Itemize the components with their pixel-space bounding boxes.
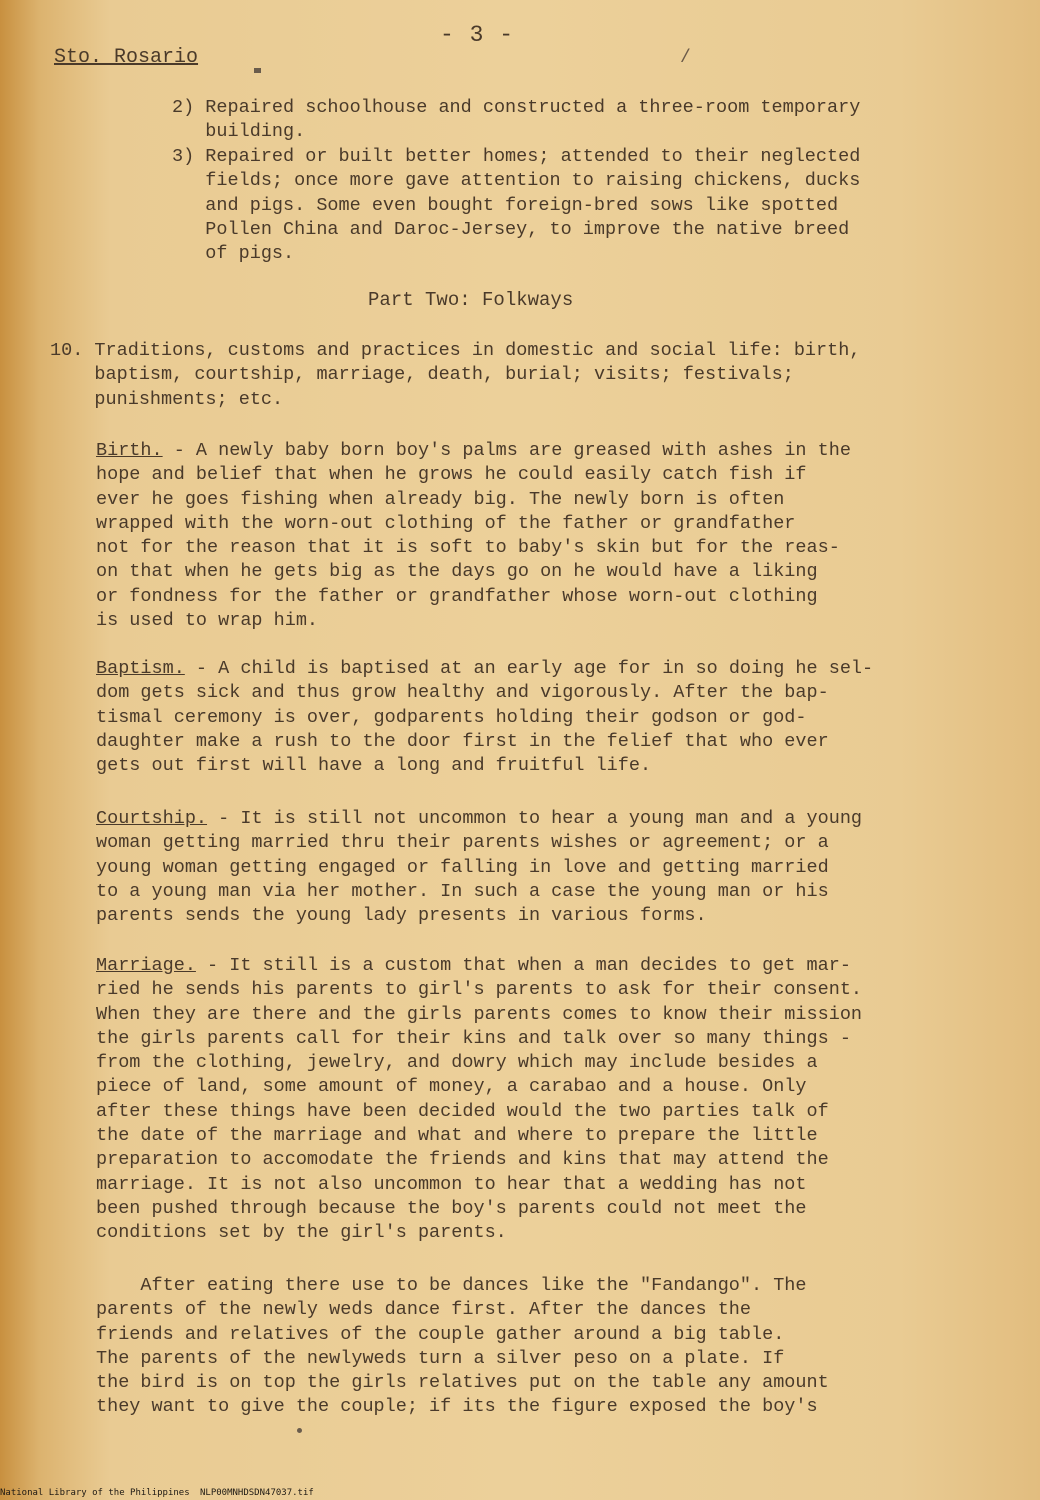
courtship-text: - It is still not uncommon to hear a young man and a young woman getting married thru their parents wishes or agreement; or a young woman getting engaged or falling in love and getting married to a young man via her mother. In such a case the young man or his parents sends the young lady presents in various forms. — [96, 808, 863, 927]
courtship-heading: Courtship. — [96, 808, 208, 829]
ink-mark — [254, 68, 261, 73]
birth-text: - A newly baby born boy's palms are greased with ashes in the hope and belief that when he grows he could easily catch fish if ever he goes fishing when already big. The newly born is often wrapped with the worn-out clothing of the father or grandfather not for the reason that it is soft to baby's skin but for the reas- on that when he gets big as the days go on he would have a liking or fondness for the father or grandfather whose worn-out clothing is used to wrap him. — [96, 440, 851, 632]
marriage-text: - It still is a custom that when a man decides to get mar- ried he sends his parents to girl's parents to ask for their consent. When they are there and the girls parents comes to know their mission the girls parents call for their kins and talk over so many things - from the clothing, jewelry, and dowry which may include besides a piece of land, some amount of money, a carabao and a house. Only after these things have been decided would the two parties talk of the date of the marriage and what and where to prepare the little preparation to accomodate the friends and kins that may attend the marriage. It is not also uncommon to hear that a wedding has not been pushed through because the boy's parents could not meet the conditions set by the girl's parents. — [96, 955, 863, 1244]
tick-mark: / — [680, 48, 691, 68]
paragraph-marriage — [96, 954, 862, 1246]
ink-dot — [297, 1428, 302, 1433]
paragraph-birth — [96, 439, 851, 633]
baptism-text: - A child is baptised at an early age for in so doing he sel- dom gets sick and thus grow healthy and vigorously. After the bap- tismal ceremony is over, godparents holding their godson or god- daughter make a rush to the door first in the felief that who ever gets out first will have a long and fruitful life. — [96, 658, 874, 777]
paragraph-courtship — [96, 807, 862, 928]
birth-heading: Birth. — [96, 440, 163, 461]
list-item-3: 3) Repaired or built better homes; attended to their neglected fields; once more gave attention to raising chickens, ducks and pigs. Some even bought foreign-bred sows like spotted Pollen China and Daroc-Jersey, to improve the native breed of pigs. — [172, 146, 861, 265]
dances-text: After eating there use to be dances like the "Fandango". The parents of the newly weds dance first. After the dances the friends and relatives of the couple gather around a big table. The parents of the newlyweds turn a silver peso on a plate. If the bird is on top the girls relatives put on the table any amount they want to give the couple; if its the figure exposed the boy's — [96, 1275, 829, 1418]
section-title: Part Two: Folkways — [368, 289, 574, 311]
item-10-heading: 10. Traditions, customs and practices in domestic and social life: birth, baptism, courtship, marriage, death, burial; visits; festivals; punishments; etc. — [50, 340, 861, 410]
footer-filename: NLP00MNHDSDN47037.tif — [200, 1488, 314, 1498]
footer-library: National Library of the Philippines — [0, 1488, 190, 1498]
baptism-heading: Baptism. — [96, 658, 185, 679]
marriage-heading: Marriage. — [96, 955, 196, 976]
paragraph-baptism — [96, 657, 873, 778]
list-item-2: 2) Repaired schoolhouse and constructed a three-room temporary building. — [172, 97, 861, 143]
document-header: Sto. Rosario — [54, 46, 199, 69]
page-number: - 3 - — [440, 22, 515, 48]
paragraph-dances — [96, 1274, 829, 1420]
